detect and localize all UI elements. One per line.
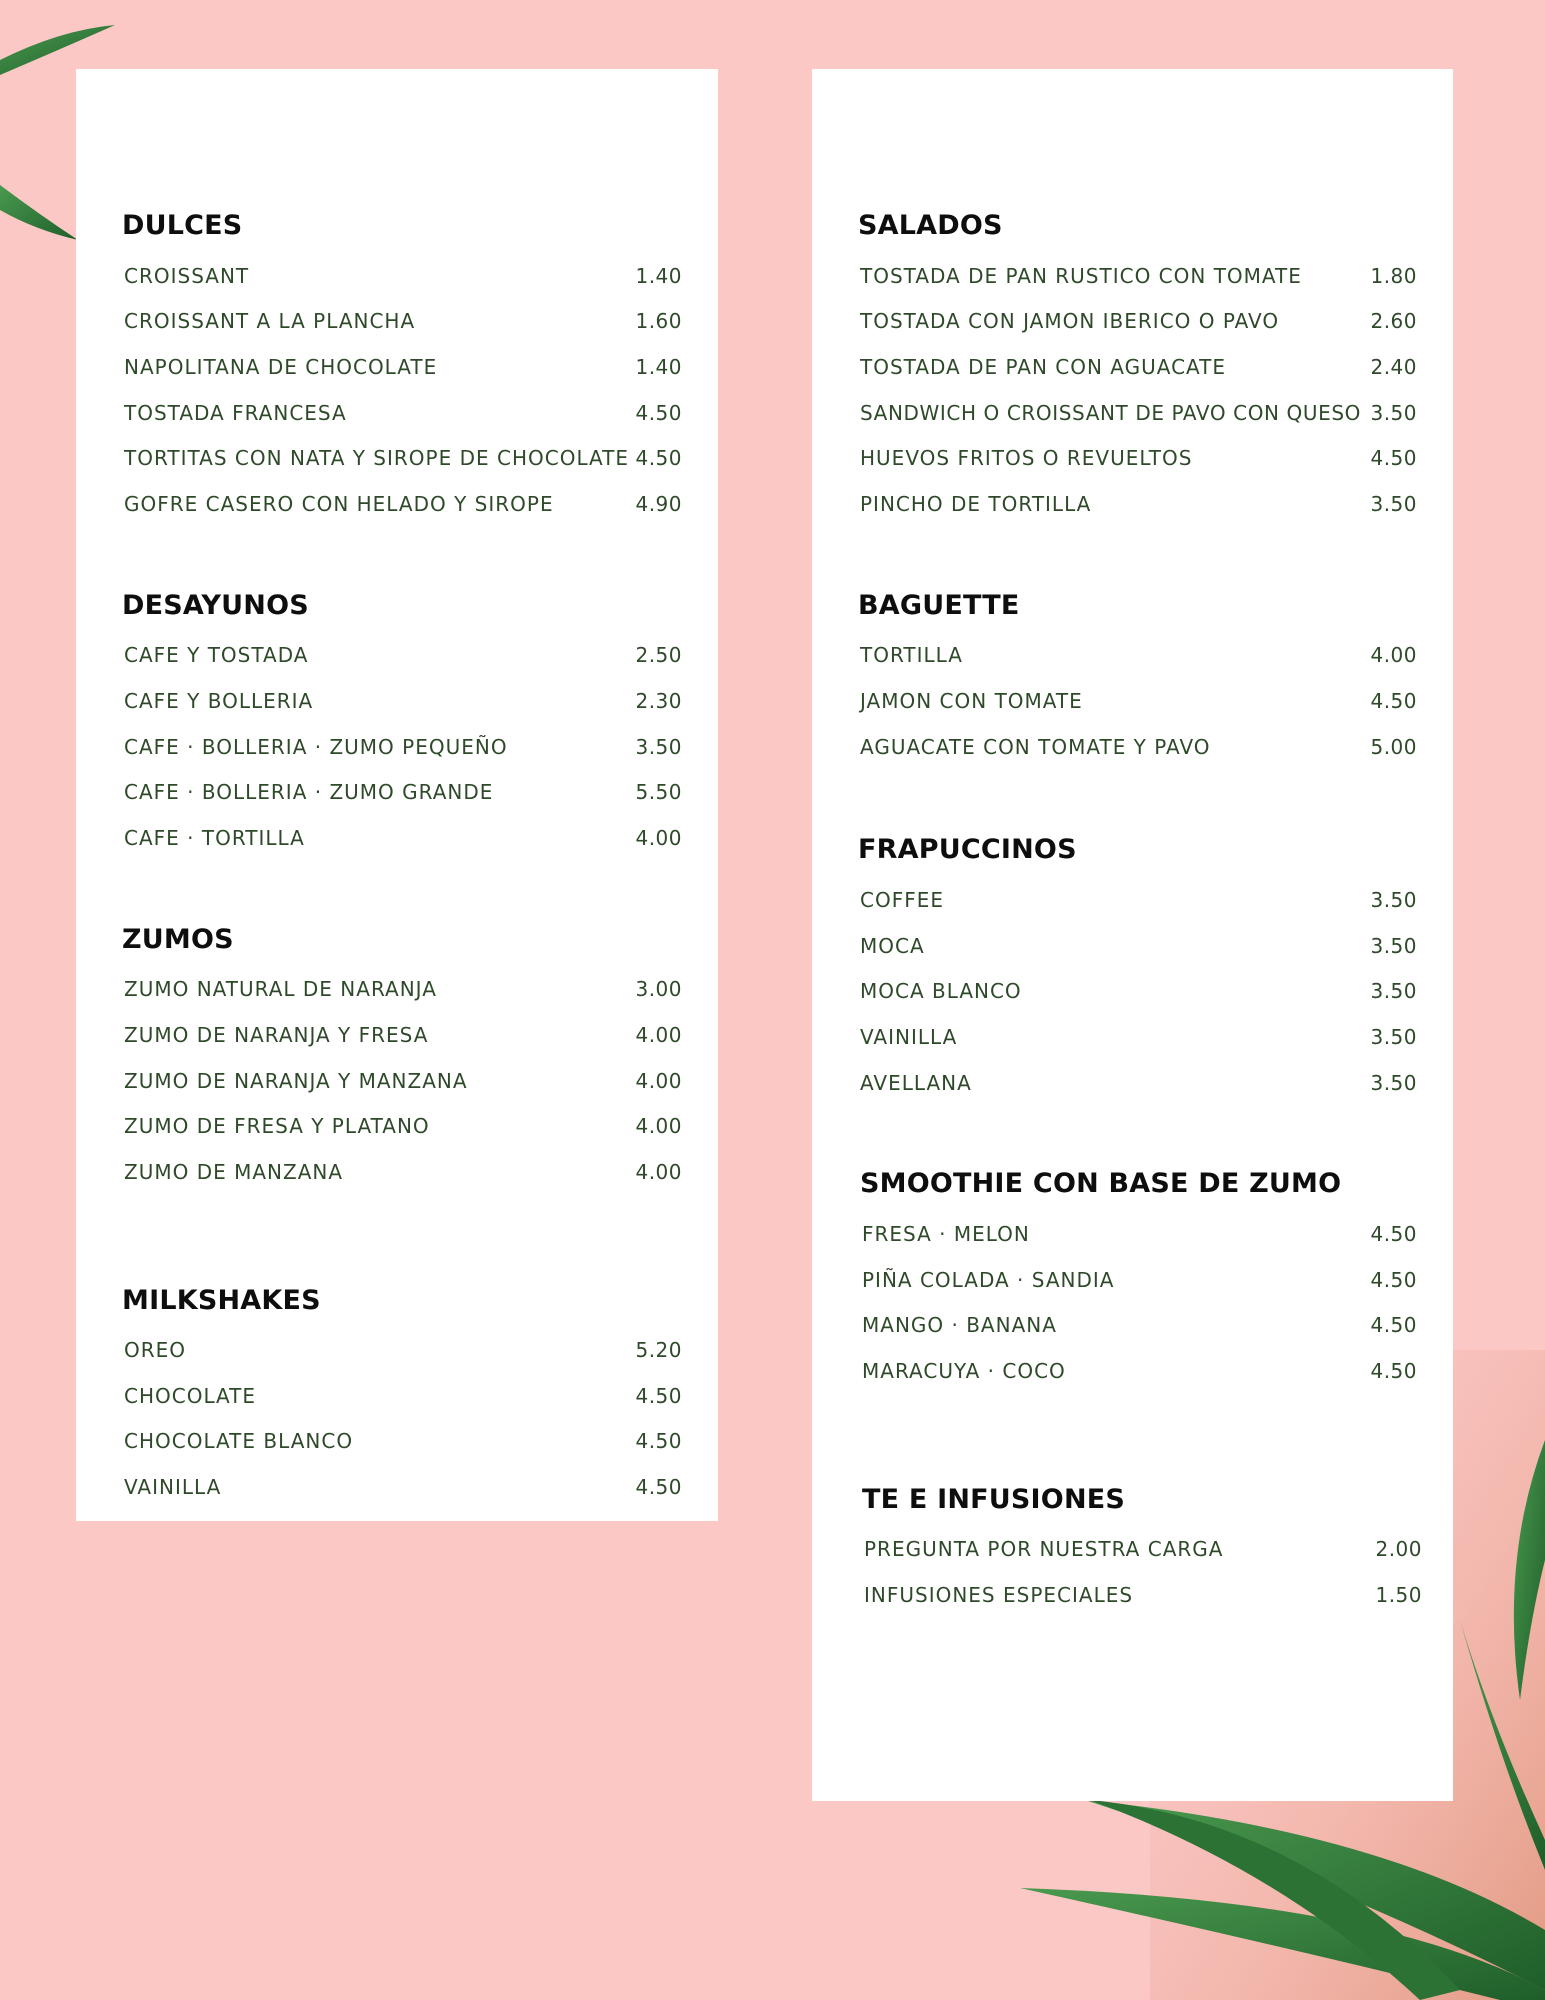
section-title: TE E INFUSIONES (862, 1483, 1126, 1515)
item-name: TORTITAS CON NATA Y SIROPE DE CHOCOLATE (124, 446, 630, 471)
menu-item (122, 1103, 682, 1149)
menu-item (858, 969, 1417, 1015)
item-name: PREGUNTA POR NUESTRA CARGA (864, 1537, 1224, 1562)
item-name: PIÑA COLADA · SANDIA (862, 1267, 1115, 1292)
item-price: 4.50 (1370, 1222, 1417, 1247)
item-name: MOCA (860, 933, 925, 958)
menu-item (122, 633, 682, 679)
menu-item (858, 724, 1417, 770)
item-name: ZUMO NATURAL DE NARANJA (124, 977, 437, 1002)
menu-item (122, 724, 682, 770)
item-name: INFUSIONES ESPECIALES (864, 1583, 1134, 1608)
item-name: TOSTADA CON JAMON IBERICO O PAVO (860, 309, 1280, 334)
item-price: 4.50 (1370, 688, 1417, 713)
item-price: 4.50 (635, 1429, 682, 1454)
item-name: CHOCOLATE (124, 1383, 257, 1408)
item-name: CAFE · BOLLERIA · ZUMO GRANDE (124, 780, 494, 805)
item-price: 4.00 (635, 1022, 682, 1047)
menu-item (862, 1527, 1422, 1573)
item-name: CROISSANT A LA PLANCHA (124, 309, 416, 334)
menu-item (858, 253, 1417, 299)
item-name: MANGO · BANANA (862, 1313, 1057, 1338)
item-name: JAMON CON TOMATE (860, 688, 1083, 713)
leaf-icon (0, 185, 78, 240)
item-price: 3.50 (1370, 888, 1417, 913)
item-price: 4.00 (1370, 643, 1417, 668)
section-te-infusiones (858, 1481, 1422, 1618)
item-price: 1.40 (635, 354, 682, 379)
leaf-icon (0, 25, 115, 75)
menu-item (122, 1149, 682, 1195)
section-title: DESAYUNOS (122, 589, 309, 621)
section-frapuccinos (858, 831, 1417, 1105)
section-zumos (122, 921, 682, 1195)
item-price: 4.50 (635, 446, 682, 471)
item-price: 3.50 (1370, 979, 1417, 1004)
section-dulces (122, 207, 682, 527)
item-name: ZUMO DE NARANJA Y MANZANA (124, 1068, 468, 1093)
item-price: 4.00 (635, 1068, 682, 1093)
item-name: CROISSANT (124, 263, 250, 288)
menu-item (122, 299, 682, 345)
menu-item (122, 1058, 682, 1104)
menu-item (858, 435, 1417, 481)
item-price: 3.50 (1370, 400, 1417, 425)
menu-item (122, 769, 682, 815)
item-name: AVELLANA (860, 1070, 972, 1095)
item-price: 4.50 (1370, 1358, 1417, 1383)
item-name: TOSTADA FRANCESA (124, 400, 347, 425)
item-name: COFFEE (860, 888, 944, 913)
menu-item (860, 1211, 1417, 1257)
section-salados (858, 207, 1417, 527)
item-name: ZUMO DE FRESA Y PLATANO (124, 1114, 430, 1139)
item-name: SANDWICH O CROISSANT DE PAVO CON QUESO (860, 400, 1362, 425)
menu-item (122, 1464, 682, 1510)
item-price: 4.90 (635, 491, 682, 516)
item-price: 3.50 (1370, 491, 1417, 516)
item-price: 4.50 (635, 400, 682, 425)
menu-item (122, 481, 682, 527)
item-name: HUEVOS FRITOS O REVUELTOS (860, 446, 1193, 471)
section-desayunos (122, 587, 682, 861)
item-name: OREO (124, 1338, 187, 1363)
menu-item (858, 481, 1417, 527)
item-price: 1.60 (635, 309, 682, 334)
item-price: 2.50 (635, 643, 682, 668)
item-name: ZUMO DE NARANJA Y FRESA (124, 1022, 429, 1047)
section-title: SALADOS (858, 210, 1003, 241)
item-name: CAFE · TORTILLA (124, 825, 305, 850)
menu-item (122, 678, 682, 724)
item-name: ZUMO DE MANZANA (124, 1159, 344, 1184)
menu-item (858, 344, 1417, 390)
section-title: BAGUETTE (858, 589, 1020, 621)
item-price: 4.50 (635, 1475, 682, 1500)
item-price: 5.50 (635, 780, 682, 805)
item-name: VAINILLA (860, 1024, 958, 1049)
menu-item (858, 678, 1417, 724)
item-price: 4.00 (635, 1114, 682, 1139)
item-price: 4.50 (1370, 446, 1417, 471)
menu-item (122, 344, 682, 390)
menu-item (858, 390, 1417, 436)
item-price: 3.50 (1370, 1024, 1417, 1049)
item-price: 1.80 (1370, 263, 1417, 288)
item-price: 4.50 (1370, 1313, 1417, 1338)
menu-item (860, 1348, 1417, 1394)
section-milkshakes (122, 1282, 682, 1510)
item-price: 1.50 (1375, 1583, 1422, 1608)
item-name: NAPOLITANA DE CHOCOLATE (124, 354, 438, 379)
section-smoothie (858, 1165, 1417, 1393)
item-price: 1.40 (635, 263, 682, 288)
item-name: CHOCOLATE BLANCO (124, 1429, 354, 1454)
menu-item (122, 1012, 682, 1058)
menu-item (122, 967, 682, 1013)
item-price: 4.50 (635, 1383, 682, 1408)
menu-item (862, 1572, 1422, 1618)
menu-panel-left (76, 69, 718, 1521)
item-price: 4.00 (635, 1159, 682, 1184)
menu-item (122, 390, 682, 436)
item-price: 5.20 (635, 1338, 682, 1363)
menu-item (122, 253, 682, 299)
item-name: CAFE Y TOSTADA (124, 643, 309, 668)
item-price: 5.00 (1370, 734, 1417, 759)
item-price: 3.00 (635, 977, 682, 1002)
section-title: DULCES (122, 210, 243, 241)
item-name: GOFRE CASERO CON HELADO Y SIROPE (124, 491, 554, 516)
item-price: 2.00 (1375, 1537, 1422, 1562)
section-baguette (858, 587, 1417, 770)
item-price: 2.40 (1370, 354, 1417, 379)
section-title: FRAPUCCINOS (858, 834, 1077, 866)
menu-item (122, 435, 682, 481)
item-name: TOSTADA DE PAN CON AGUACATE (860, 354, 1227, 379)
section-title: MILKSHAKES (122, 1284, 321, 1316)
menu-item (858, 877, 1417, 923)
menu-item (858, 1014, 1417, 1060)
menu-item (122, 1373, 682, 1419)
menu-item (858, 1060, 1417, 1106)
item-name: FRESA · MELON (862, 1222, 1030, 1247)
item-name: MARACUYA · COCO (862, 1358, 1066, 1383)
item-price: 3.50 (1370, 933, 1417, 958)
menu-item (858, 299, 1417, 345)
item-name: VAINILLA (124, 1475, 222, 1500)
item-price: 2.30 (635, 688, 682, 713)
item-name: MOCA BLANCO (860, 979, 1022, 1004)
item-price: 4.00 (635, 825, 682, 850)
menu-item (858, 633, 1417, 679)
item-name: TOSTADA DE PAN RUSTICO CON TOMATE (860, 263, 1302, 288)
item-price: 4.50 (1370, 1267, 1417, 1292)
item-price: 2.60 (1370, 309, 1417, 334)
menu-item (860, 1257, 1417, 1303)
item-name: CAFE · BOLLERIA · ZUMO PEQUEÑO (124, 734, 508, 759)
item-name: AGUACATE CON TOMATE Y PAVO (860, 734, 1211, 759)
menu-item (860, 1303, 1417, 1349)
menu-item (858, 923, 1417, 969)
item-name: PINCHO DE TORTILLA (860, 491, 1092, 516)
item-price: 3.50 (1370, 1070, 1417, 1095)
menu-panel-right (812, 69, 1453, 1801)
menu-item (122, 1328, 682, 1374)
item-name: TORTILLA (860, 643, 963, 668)
section-title: ZUMOS (122, 923, 234, 955)
section-title: SMOOTHIE CON BASE DE ZUMO (860, 1168, 1342, 1200)
menu-item (122, 1419, 682, 1465)
item-price: 3.50 (635, 734, 682, 759)
menu-item (122, 815, 682, 861)
item-name: CAFE Y BOLLERIA (124, 688, 314, 713)
